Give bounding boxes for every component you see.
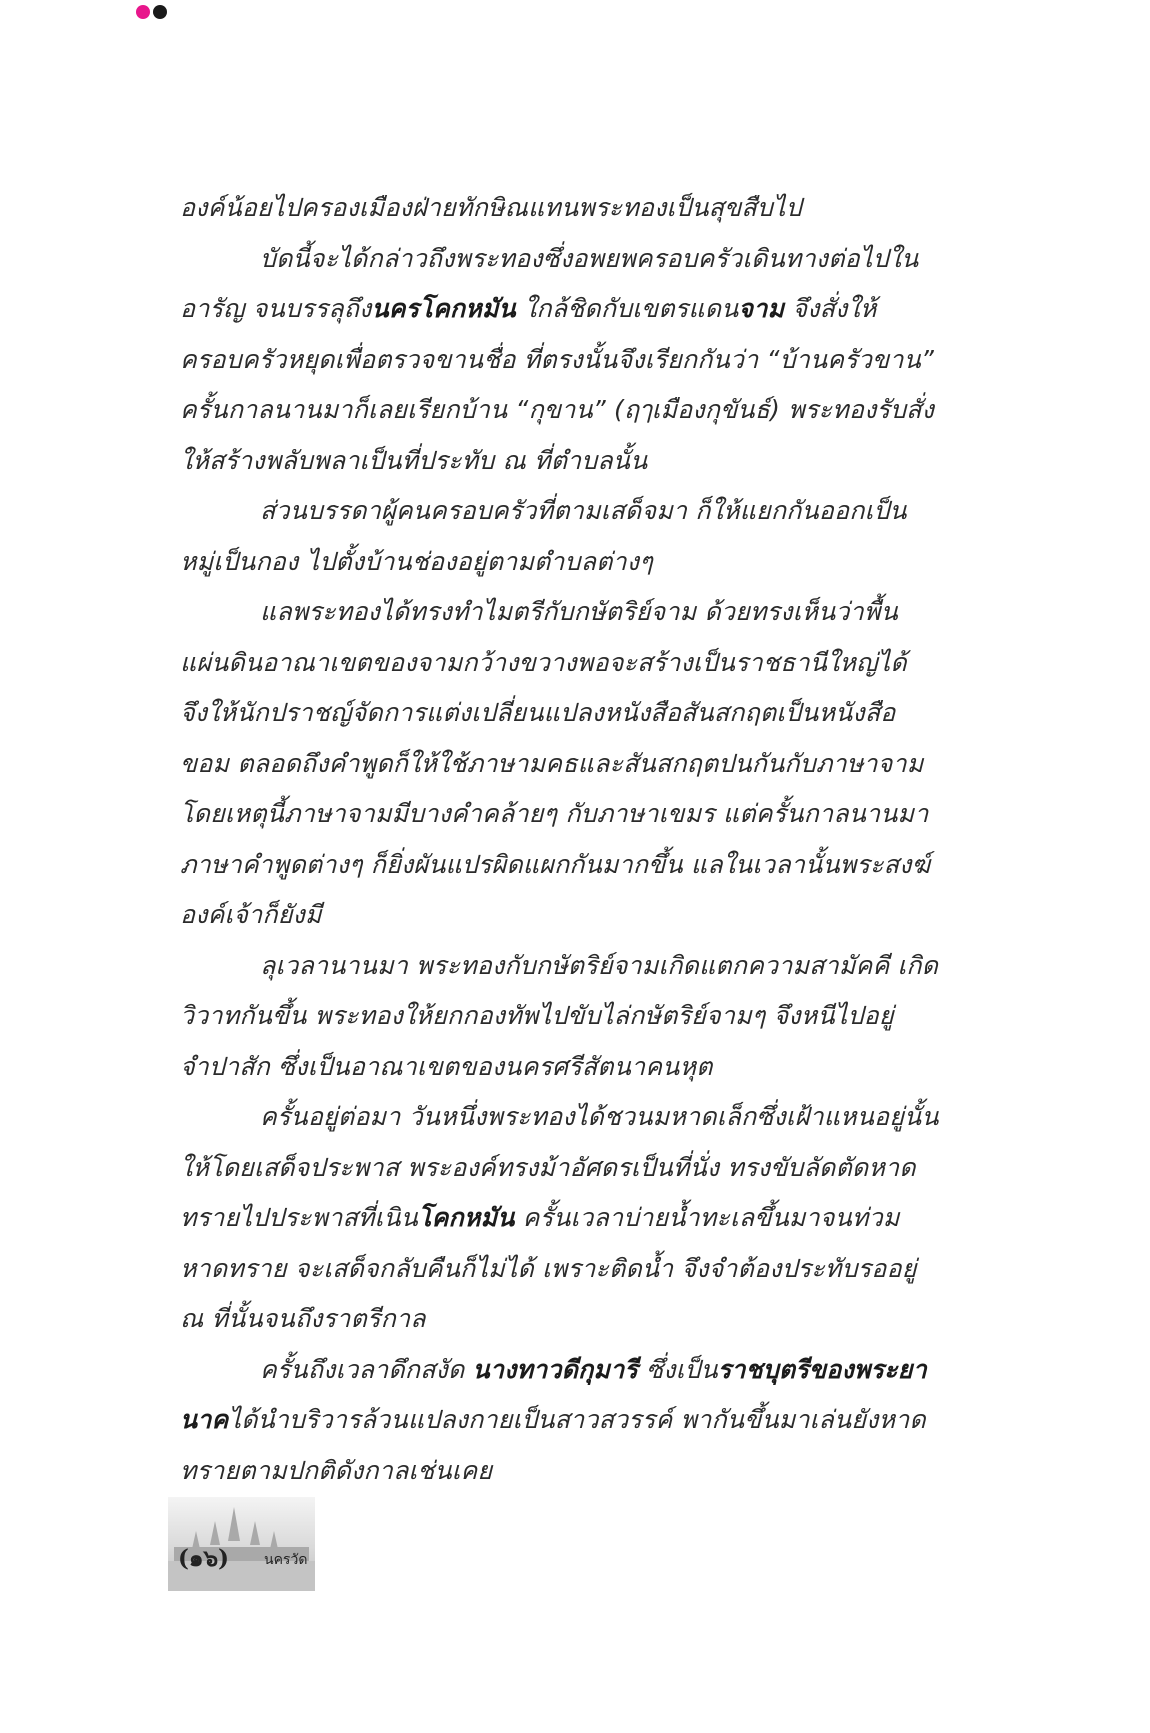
book-title: นครวัด [264,1552,308,1568]
character-title: ราชบุตรีของพระยานาค [180,1354,927,1434]
page-body [180,183,940,1496]
paragraph-7: ครั้นถึงเวลาดึกสงัด นางทาวดีกุมารี ซึ่งเป็นราชบุตรีของพระยานาคได้นำบริวารล้วนแปลงกายเป็นสาวสวรรค์ พากันขึ้นมาเล่นยังหาดทรายตามปกติดังกาลเช่นเคย [180,1354,927,1485]
black-dot-icon [153,5,167,19]
place-name-cham: จาม [738,294,785,323]
paragraph-1: องค์น้อยไปครองเมืองฝ่ายทักษิณแทนพระทองเป็นสุขสืบไป [180,193,802,222]
place-name-khok-man: นครโคกหมัน [371,294,516,323]
paragraph-2: บัดนี้จะได้กล่าวถึงพระทองซึ่งอพยพครอบครัวเดินทางต่อไปในอารัญ จนบรรลุถึงนครโคกหมัน ใกล้ชิดกับเขตรแดนจาม จึงสั่งให้ครอบครัวหยุดเพื่อตรวจขานชื่อ ที่ตรงนั้นจึงเรียกกันว่า “บ้านครัวขาน” ครั้นกาลนานมาก็เลยเรียกบ้าน “กุขาน” (ฤๅเมืองกุขันธ์) พระทองรับสั่งให้สร้างพลับพลาเป็นที่ประทับ ณ ที่ตำบลนั้น [180,243,935,475]
paragraph-5: ลุเวลานานมา พระทองกับกษัตริย์จามเกิดแตกความสามัคคี เกิดวิวาทกันขึ้น พระทองให้ยกกองทัพไปขับไล่กษัตริย์จามๆ จึงหนีไปอยู่จำปาสัก ซึ่งเป็นอาณาเขตของนครศรีสัตนาคนหุต [180,950,939,1081]
place-name-khok-man-2: โคกหมัน [417,1203,515,1232]
page-number: (๑๖) [178,1545,229,1572]
paragraph-3: ส่วนบรรดาผู้คนครอบครัวที่ตามเสด็จมา ก็ให้แยกกันออกเป็นหมู่เป็นกอง ไปตั้งบ้านช่องอยู่ตามตำบลต่างๆ [180,496,907,576]
paragraph-4: แลพระทองได้ทรงทำไมตรีกับกษัตริย์จาม ด้วยทรงเห็นว่าพื้นแผ่นดินอาณาเขตของจามกว้างขวางพอจะสร้างเป็นราชธานีใหญ่ได้ จึงให้นักปราชญ์จัดการแต่งเปลี่ยนแปลงหนังสือสันสกฤตเป็นหนังสือขอม ตลอดถึงคำพูดก็ให้ใช้ภาษามคธและสันสกฤตปนกันกับภาษาจาม โดยเหตุนี้ภาษาจามมีบางคำคล้ายๆ กับภาษาเขมร แต่ครั้นกาลนานมาภาษาคำพูดต่างๆ ก็ยิ่งผันแปรผิดแผกกันมากขึ้น แลในเวลานั้นพระสงฆ์องค์เจ้าก็ยังมี [180,597,931,929]
character-name: นางทาวดีกุมารี [472,1354,638,1384]
pink-dot-icon [136,5,150,19]
paragraph-6: ครั้นอยู่ต่อมา วันหนึ่งพระทองได้ชวนมหาดเล็กซึ่งเฝ้าแหนอยู่นั้นให้โดยเสด็จประพาส พระองค์ทรงม้าอัศดรเป็นที่นั่ง ทรงขับลัดตัดหาดทรายไปประพาสที่เนินโคกหมัน ครั้นเวลาบ่ายน้ำทะเลขึ้นมาจนท่วมหาดทราย จะเสด็จกลับคืนก็ไม่ได้ เพราะติดน้ำ จึงจำต้องประทับรออยู่ ณ ที่นั้นจนถึงราตรีกาล [180,1102,939,1333]
page-footer [168,1497,315,1591]
decorative-dots [136,4,170,20]
